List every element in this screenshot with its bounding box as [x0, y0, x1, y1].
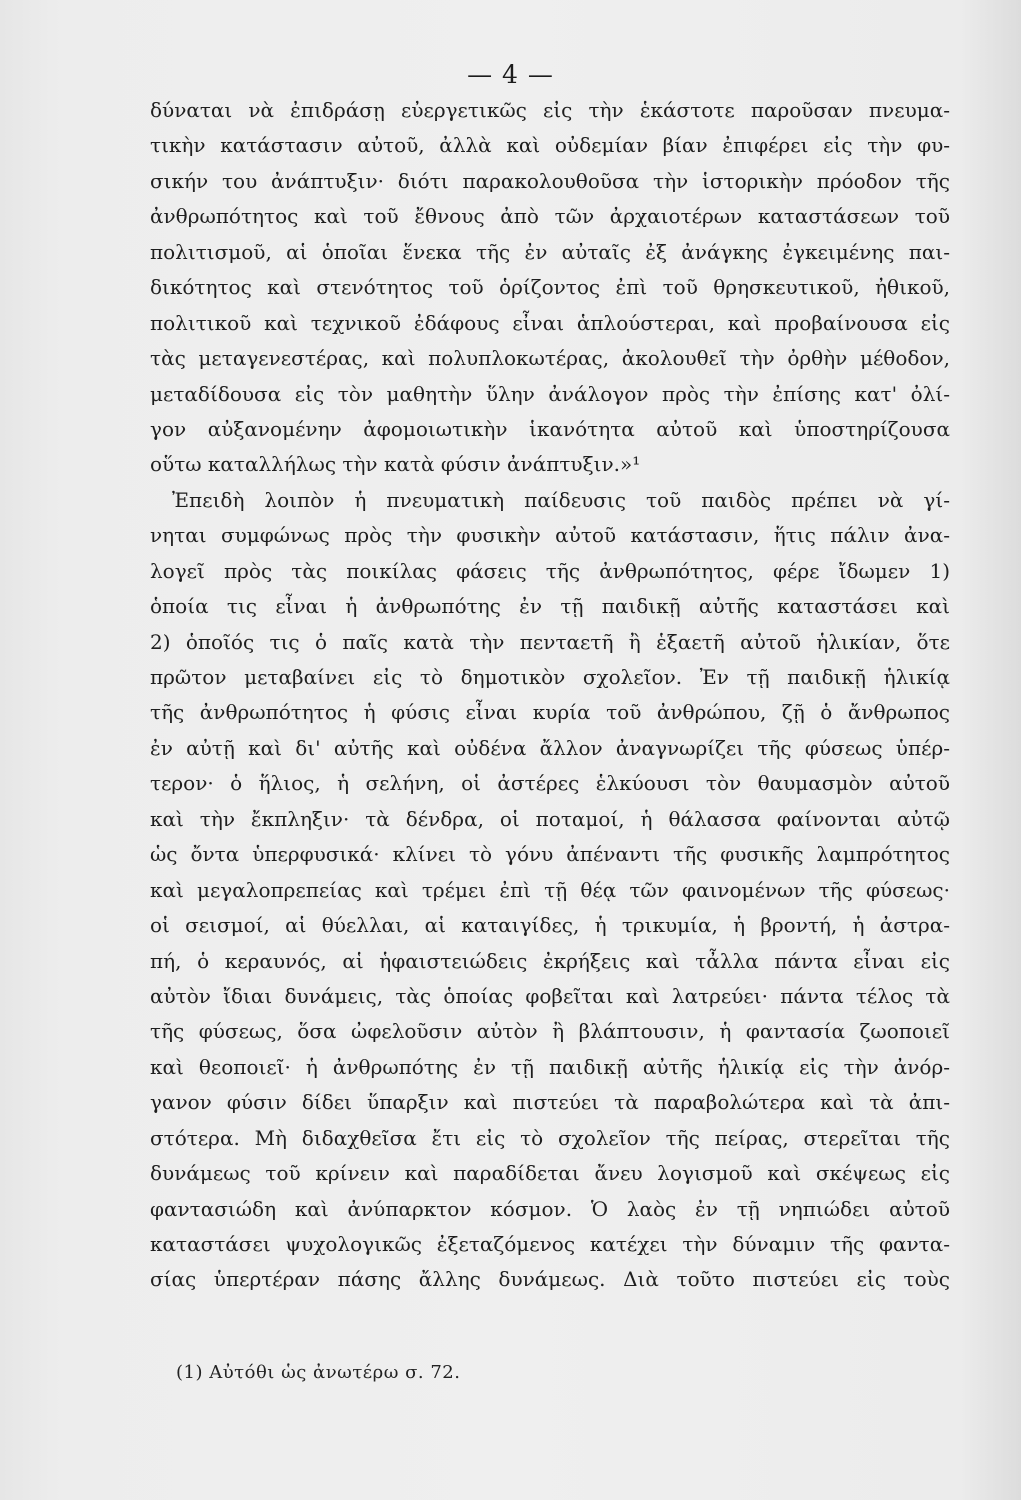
text-line: γανον φύσιν δίδει ὕπαρξιν καὶ πιστεύει τὰ παραβολώτερα καὶ τὰ ἀπι- — [150, 1090, 950, 1115]
text-line: ἀνθρωπότητος καὶ τοῦ ἔθνους ἀπὸ τῶν ἀρχαιοτέρων καταστάσεων τοῦ — [150, 204, 950, 229]
text-line: οὕτω καταλλήλως τὴν κατὰ φύσιν ἀνάπτυξιν.»¹ — [150, 452, 641, 477]
text-line: μεταδίδουσα εἰς τὸν μαθητὴν ὕλην ἀνάλογον πρὸς τὴν ἐπίσης κατ' ὀλί- — [150, 381, 950, 406]
text-line: οἱ σεισμοί, αἱ θύελλαι, αἱ καταιγίδες, ἡ τρικυμία, ἡ βροντή, ἡ ἀστρα- — [150, 913, 950, 938]
text-line: καὶ μεγαλοπρεπείας καὶ τρέμει ἐπὶ τῇ θέᾳ τῶν φαινομένων τῆς φύσεως· — [150, 877, 950, 902]
text-line: καὶ τὴν ἔκπληξιν· τὰ δένδρα, οἱ ποταμοί, ἡ θάλασσα φαίνονται αὐτῷ — [150, 806, 950, 831]
text-line: φαντασιώδη καὶ ἀνύπαρκτον κόσμον. Ὁ λαὸς ἐν τῇ νηπιώδει αὐτοῦ — [150, 1196, 950, 1221]
text-line: 2) ὁποῖός τις ὁ παῖς κατὰ τὴν πενταετῆ ἢ ἑξαετῆ αὐτοῦ ἡλικίαν, ὅτε — [150, 629, 950, 654]
text-line: τῆς ἀνθρωπότητος ἡ φύσις εἶναι κυρία τοῦ ἀνθρώπου, ζῇ ὁ ἄνθρωπος — [150, 700, 950, 725]
text-line: ὡς ὄντα ὑπερφυσικά· κλίνει τὸ γόνυ ἀπέναντι τῆς φυσικῆς λαμπρότητος — [150, 842, 950, 867]
text-line: αὐτὸν ἴδιαι δυνάμεις, τὰς ὁποίας φοβεῖται καὶ λατρεύει· πάντα τέλος τὰ — [150, 983, 950, 1008]
text-line: λογεῖ πρὸς τὰς ποικίλας φάσεις τῆς ἀνθρωπότητος, φέρε ἴδωμεν 1) — [150, 558, 950, 583]
text-line: σίας ὑπερτέραν πάσης ἄλλης δυνάμεως. Διὰ τοῦτο πιστεύει εἰς τοὺς — [150, 1267, 950, 1292]
text-line: τὰς μεταγενεστέρας, καὶ πολυπλοκωτέρας, ἀκολουθεῖ τὴν ὀρθὴν μέθοδον, — [150, 346, 950, 371]
text-line: τῆς φύσεως, ὅσα ὠφελοῦσιν αὐτὸν ἢ βλάπτουσιν, ἡ φαντασία ζωοποιεῖ — [150, 1019, 950, 1044]
text-line: δύναται νὰ ἐπιδράσῃ εὐεργετικῶς εἰς τὴν ἑκάστοτε παροῦσαν πνευμα- — [150, 98, 950, 122]
text-line: ὁποία τις εἶναι ἡ ἀνθρωπότης ἐν τῇ παιδικῇ αὐτῆς καταστάσει καὶ — [150, 594, 950, 619]
footnote: (1) Αὐτόθι ὡς ἀνωτέρω σ. 72. — [176, 1362, 461, 1383]
text-line: πρῶτον μεταβαίνει εἰς τὸ δημοτικὸν σχολεῖον. Ἐν τῇ παιδικῇ ἡλικίᾳ — [150, 665, 950, 689]
text-line: γον αὐξανομένην ἀφομοιωτικὴν ἱκανότητα αὐτοῦ καὶ ὑποστηρίζουσα — [150, 416, 950, 441]
text-line: τικὴν κατάστασιν αὐτοῦ, ἀλλὰ καὶ οὐδεμίαν βίαν ἐπιφέρει εἰς τὴν φυ- — [150, 133, 950, 158]
text-line: σικήν του ἀνάπτυξιν· διότι παρακολουθοῦσα τὴν ἱστορικὴν πρόοδον τῆς — [150, 168, 950, 193]
text-line: πή, ὁ κεραυνός, αἱ ἡφαιστειώδεις ἐκρήξεις καὶ τἆλλα πάντα εἶναι εἰς — [150, 948, 950, 973]
text-line: τερον· ὁ ἥλιος, ἡ σελήνη, οἱ ἀστέρες ἑλκύουσι τὸν θαυμασμὸν αὐτοῦ — [150, 771, 950, 796]
text-line: δικότητος καὶ στενότητος τοῦ ὁρίζοντος ἐπὶ τοῦ θρησκευτικοῦ, ἠθικοῦ, — [150, 275, 950, 300]
text-line: καταστάσει ψυχολογικῶς ἐξεταζόμενος κατέχει τὴν δύναμιν τῆς φαντα- — [150, 1232, 950, 1256]
text-line: δυνάμεως τοῦ κρίνειν καὶ παραδίδεται ἄνευ λογισμοῦ καὶ σκέψεως εἰς — [150, 1161, 950, 1186]
text-line: ἐν αὐτῇ καὶ δι' αὐτῆς καὶ οὐδένα ἄλλον ἀναγνωρίζει τῆς φύσεως ὑπέρ- — [150, 735, 950, 760]
body-text — [150, 93, 950, 1298]
text-line: νηται συμφώνως πρὸς τὴν φυσικὴν αὐτοῦ κατάστασιν, ἥτις πάλιν ἀνα- — [150, 523, 950, 548]
text-line: καὶ θεοποιεῖ· ἡ ἀνθρωπότης ἐν τῇ παιδικῇ αὐτῆς ἡλικίᾳ εἰς τὴν ἀνόρ- — [150, 1054, 950, 1079]
text-line: πολιτικοῦ καὶ τεχνικοῦ ἐδάφους εἶναι ἁπλούστεραι, καὶ προβαίνουσα εἰς — [150, 310, 950, 335]
text-line: πολιτισμοῦ, αἱ ὁποῖαι ἕνεκα τῆς ἐν αὐταῖς ἐξ ἀνάγκης ἐγκειμένης παι- — [150, 239, 950, 264]
paragraph-start-line: Ἐπειδὴ λοιπὸν ἡ πνευματικὴ παίδευσις τοῦ παιδὸς πρέπει νὰ γί- — [172, 487, 950, 512]
text-line: στότερα. Μὴ διδαχθεῖσα ἔτι εἰς τὸ σχολεῖον τῆς πείρας, στερεῖται τῆς — [150, 1125, 950, 1150]
page-number: — 4 — — [467, 60, 554, 89]
